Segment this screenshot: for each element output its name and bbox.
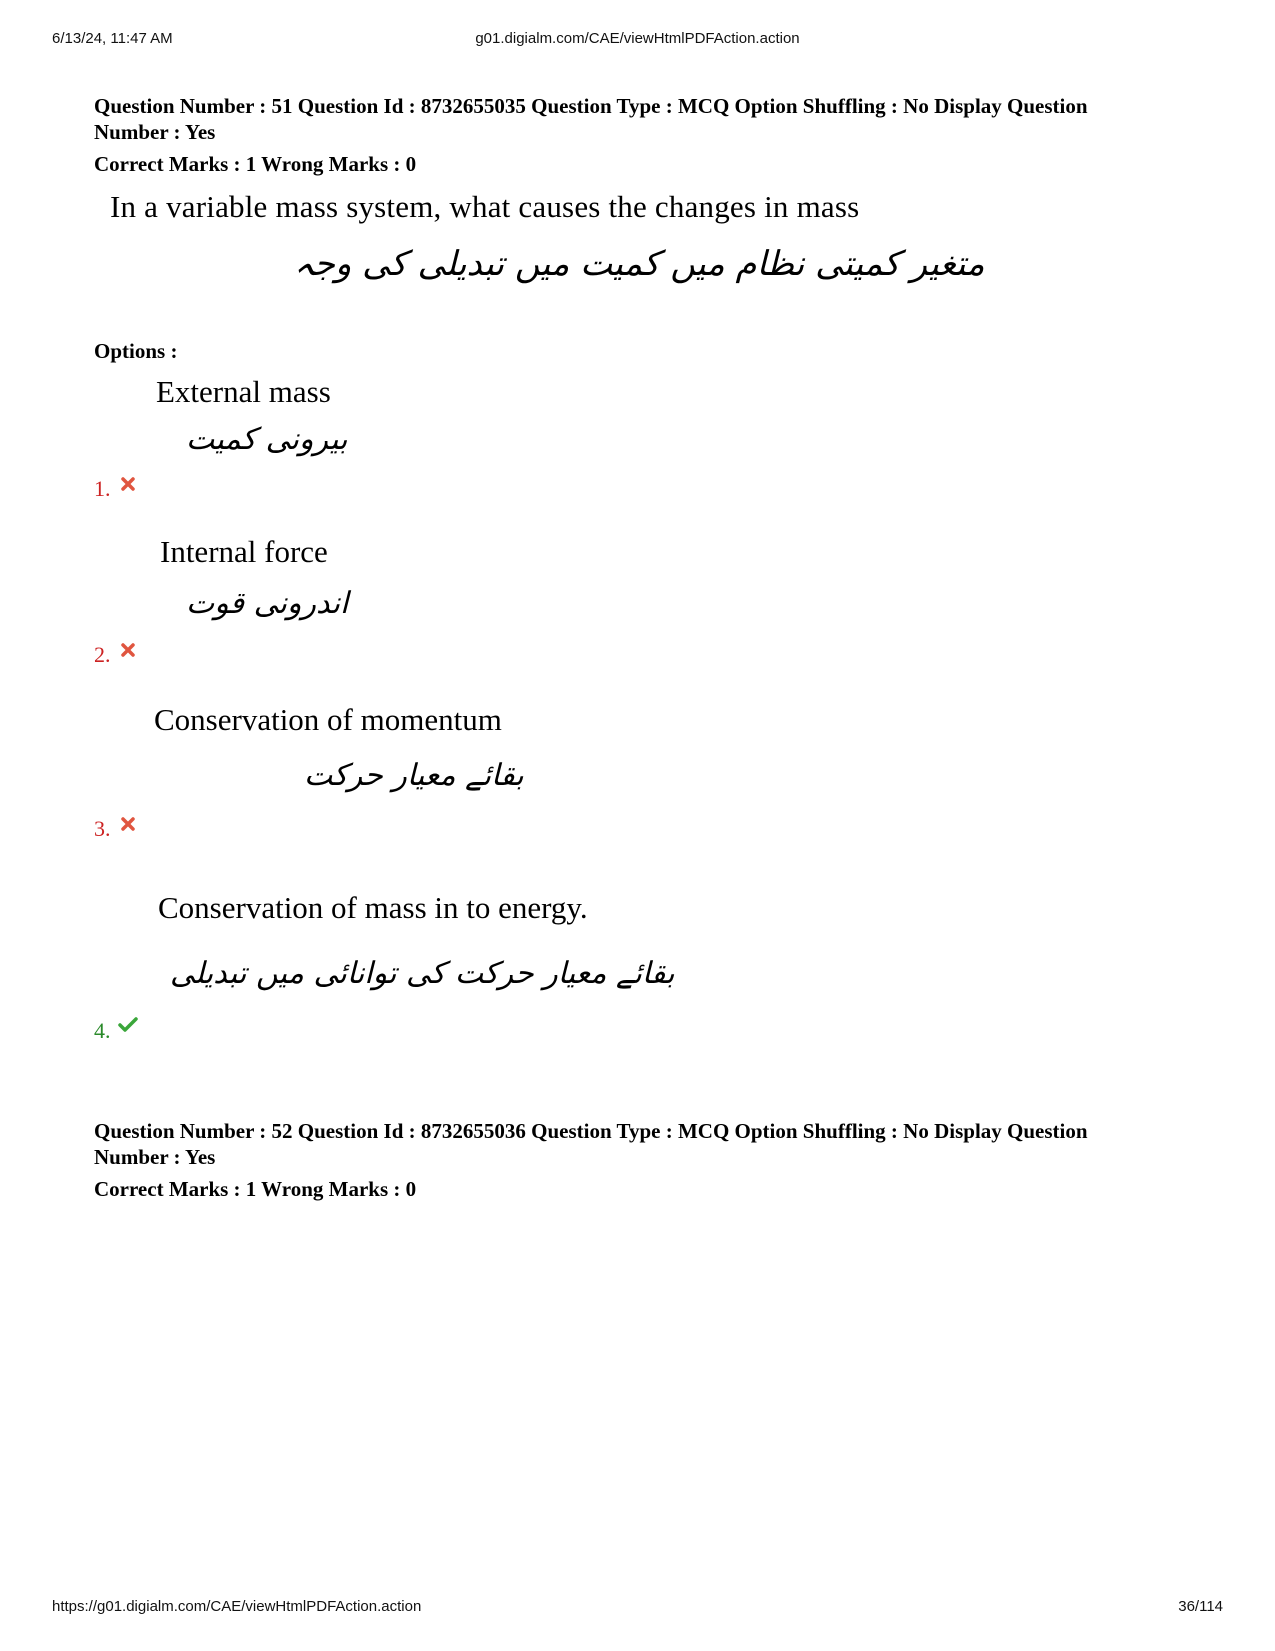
print-datetime: 6/13/24, 11:47 AM	[52, 30, 173, 47]
question-51-text-ur: متغیر کمیتی نظام میں کمیت میں تبدیلی کی وجہ	[294, 244, 985, 284]
print-url: https://g01.digialm.com/CAE/viewHtmlPDFAction.action	[52, 1598, 422, 1615]
cross-icon	[120, 642, 136, 658]
question-52-meta-line1: Question Number : 52 Question Id : 8732655036 Question Type : MCQ Option Shuffling : No Display Question	[94, 1119, 1088, 1143]
option-4	[94, 878, 1194, 1088]
print-page-title: g01.digialm.com/CAE/viewHtmlPDFAction.action	[475, 30, 800, 47]
option-2-text-en: Internal force	[160, 534, 328, 569]
question-51-marks: Correct Marks : 1 Wrong Marks : 0	[94, 152, 417, 176]
option-1-text-ur: بیرونی کمیت	[186, 422, 348, 457]
question-52-meta	[94, 1118, 1194, 1170]
option-3	[94, 696, 1194, 878]
options-label: Options :	[94, 339, 178, 363]
option-1-text-en: External mass	[156, 374, 331, 409]
print-footer	[52, 1598, 1223, 1618]
question-51-meta-line2: Number : Yes	[94, 120, 216, 144]
print-page-number: 36/114	[1178, 1598, 1223, 1615]
option-3-text-ur: بقائے معیار حرکت	[304, 758, 524, 793]
question-52-marks: Correct Marks : 1 Wrong Marks : 0	[94, 1177, 417, 1201]
cross-icon	[120, 476, 136, 492]
option-3-text-en: Conservation of momentum	[154, 702, 502, 737]
question-51-meta-line1: Question Number : 51 Question Id : 8732655035 Question Type : MCQ Option Shuffling : No Display Question	[94, 94, 1088, 118]
option-3-number: 3.	[94, 816, 111, 841]
option-2	[94, 524, 1194, 696]
question-51-text-en: In a variable mass system, what causes the changes in mass	[110, 189, 860, 224]
option-4-text-en: Conservation of mass in to energy.	[158, 890, 588, 925]
question-sheet	[94, 93, 1194, 1202]
option-2-text-ur: اندرونی قوت	[186, 586, 349, 621]
question-51-text	[94, 177, 1194, 327]
option-2-number: 2.	[94, 642, 111, 667]
question-51-meta	[94, 93, 1194, 145]
option-4-number: 4.	[94, 1018, 111, 1043]
option-4-text-ur: بقائے معیار حرکت کی توانائی میں تبدیلی	[170, 956, 675, 991]
print-header	[52, 30, 1223, 50]
option-1-number: 1.	[94, 476, 111, 501]
cross-icon	[120, 816, 136, 832]
question-52-meta-line2: Number : Yes	[94, 1145, 216, 1169]
option-1	[94, 364, 1194, 524]
check-icon	[118, 1016, 138, 1034]
